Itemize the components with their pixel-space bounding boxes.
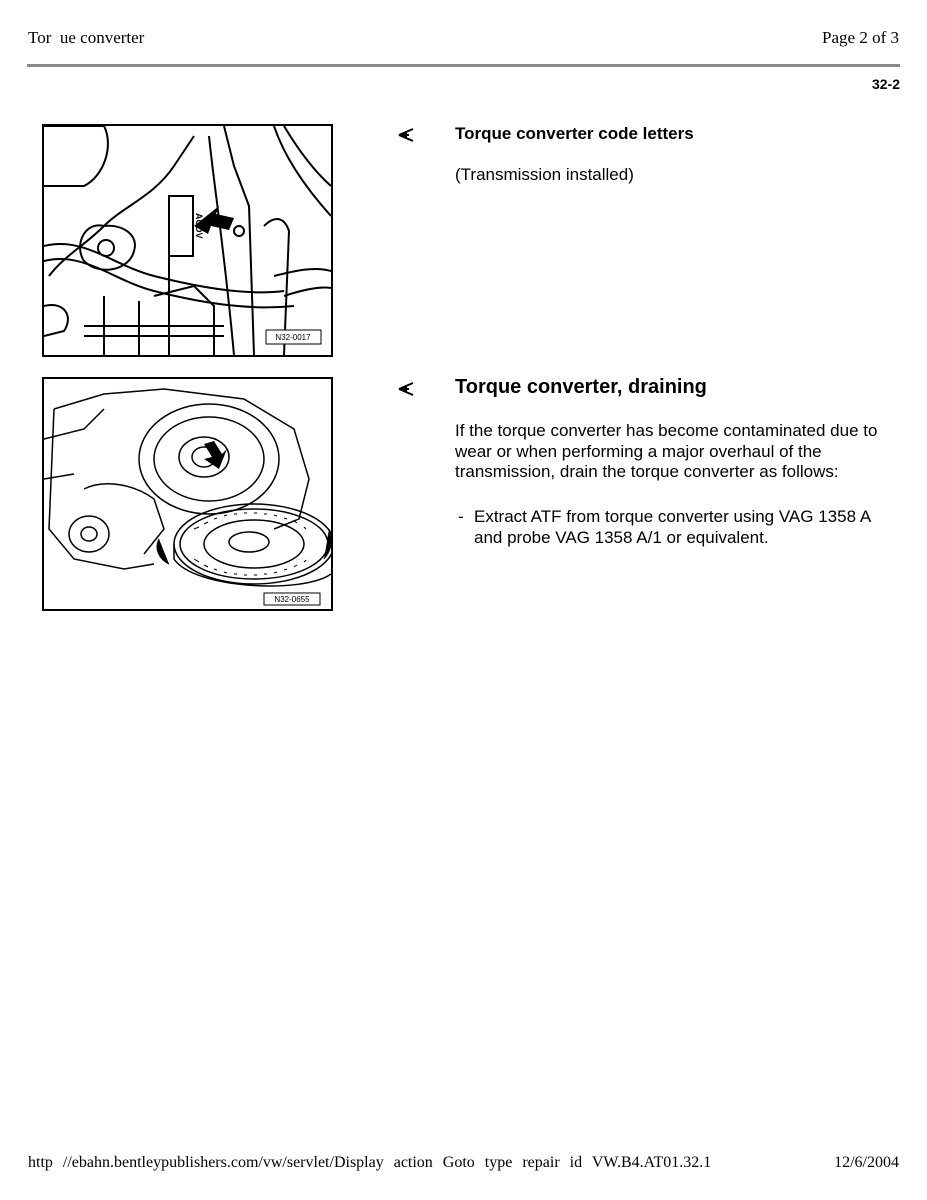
figure-label: N32-0655 bbox=[274, 595, 310, 604]
arrow-left-pointer-icon bbox=[398, 382, 416, 396]
section-number: 32-2 bbox=[871, 76, 900, 92]
figure-draining bbox=[42, 377, 333, 611]
footer-date: 12/6/2004 bbox=[834, 1154, 899, 1171]
step-marker: - bbox=[458, 507, 464, 526]
header-divider bbox=[27, 64, 900, 67]
figure-label: N32-0017 bbox=[275, 333, 311, 342]
engine-illustration bbox=[44, 126, 331, 355]
section-body: If the torque converter has become contaminated due to wear or when performing a major overhaul of the transmission, drain the torque converter as follows: bbox=[455, 421, 878, 481]
page-indicator: Page 2 of 3 bbox=[822, 28, 899, 47]
section-heading-draining: Torque converter, draining bbox=[455, 376, 707, 398]
section-heading-code-letters: Torque converter code letters bbox=[455, 124, 694, 143]
transmission-illustration bbox=[44, 379, 331, 609]
step-text: Extract ATF from torque converter using VAG 1358 A and probe VAG 1358 A/1 or equivalent. bbox=[474, 507, 871, 547]
arrow-left-pointer-icon bbox=[398, 128, 416, 142]
footer-url: http //ebahn.bentleypublishers.com/vw/servlet/Display action Goto type repair id VW.B4.AT01.32.1 bbox=[28, 1154, 712, 1171]
page-title: Tor ue converter bbox=[28, 28, 145, 47]
figure-code-letters bbox=[42, 124, 333, 357]
section-subtext: (Transmission installed) bbox=[455, 165, 634, 184]
